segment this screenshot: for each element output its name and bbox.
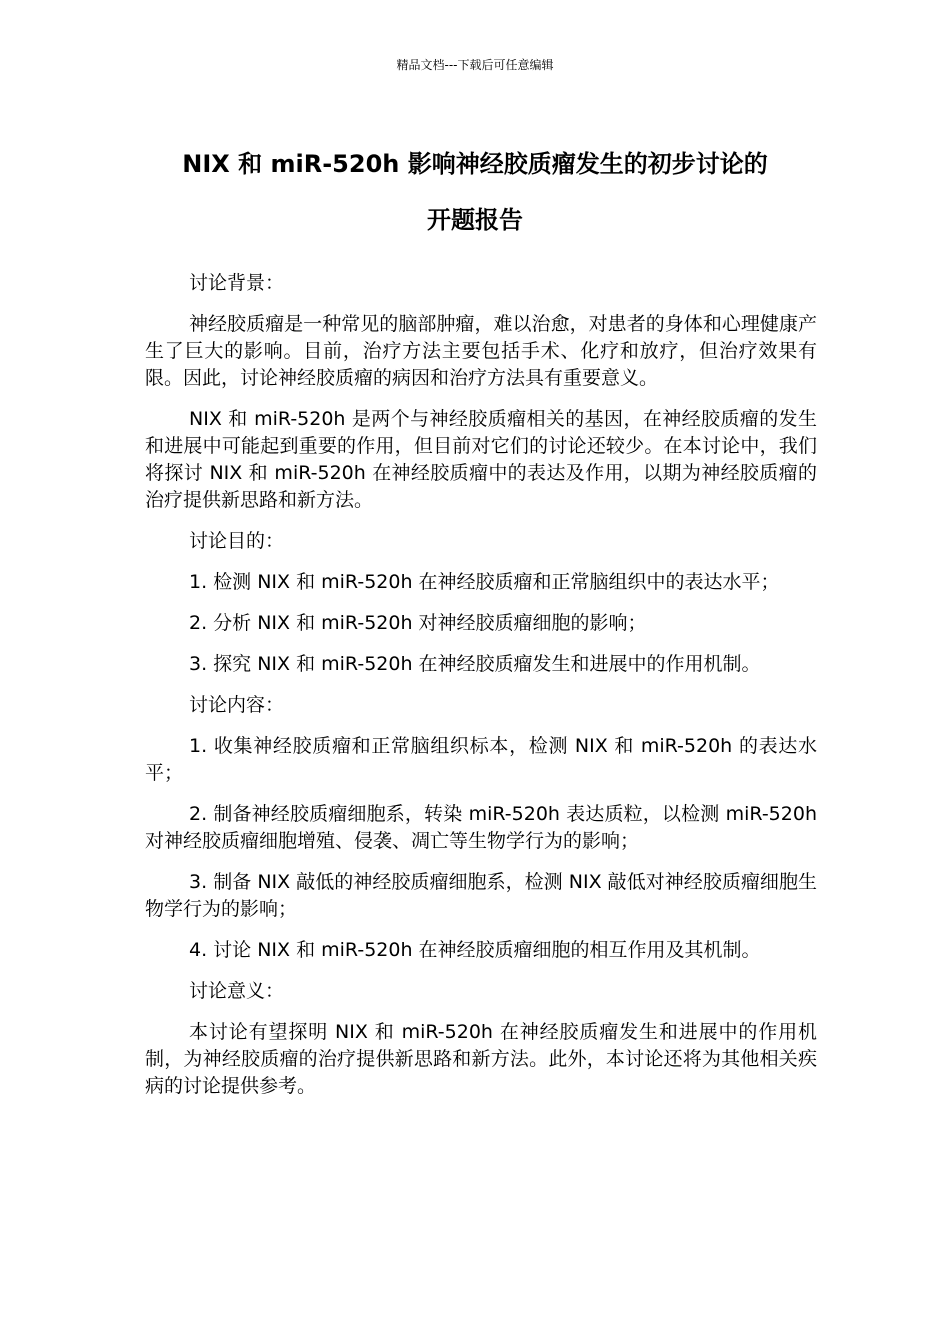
content-item-3: 3. 制备 NIX 敲低的神经胶质瘤细胞系，检测 NIX 敲低对神经胶质瘤细胞生物学行为的影响； — [145, 871, 817, 920]
title-line-1: NIX 和 miR-520h 影响神经胶质瘤发生的初步讨论的 — [182, 150, 768, 178]
paragraph-genes: NIX 和 miR-520h 是两个与神经胶质瘤相关的基因，在神经胶质瘤的发生和进展中可能起到重要的作用，但目前对它们的讨论还较少。在本讨论中，我们将探讨 NIX 和 miR-520h 在神经胶质瘤中的表达及作用，以期为神经胶质瘤的治疗提供新思路和新方法。 — [145, 408, 817, 511]
title-line-2: 开题报告 — [427, 206, 523, 234]
header-note: 精品文档---下载后可任意编辑 — [396, 58, 554, 72]
paragraph-background: 神经胶质瘤是一种常见的脑部肿瘤，难以治愈，对患者的身体和心理健康产生了巨大的影响。目前，治疗方法主要包括手术、化疗和放疗，但治疗效果有限。因此，讨论神经胶质瘤的病因和治疗方法具有重要意义。 — [145, 313, 817, 389]
content-item-4: 4. 讨论 NIX 和 miR-520h 在神经胶质瘤细胞的相互作用及其机制。 — [189, 939, 761, 961]
section-heading-background: 讨论背景： — [189, 272, 285, 294]
content-item-1: 1. 收集神经胶质瘤和正常脑组织标本，检测 NIX 和 miR-520h 的表达水平； — [145, 735, 817, 784]
content-item-2: 2. 制备神经胶质瘤细胞系，转染 miR-520h 表达质粒，以检测 miR-520h 对神经胶质瘤细胞增殖、侵袭、凋亡等生物学行为的影响； — [145, 803, 817, 852]
paragraph-significance: 本讨论有望探明 NIX 和 miR-520h 在神经胶质瘤发生和进展中的作用机制，为神经胶质瘤的治疗提供新思路和新方法。此外，本讨论还将为其他相关疾病的讨论提供参考。 — [145, 1021, 817, 1097]
section-heading-content: 讨论内容： — [189, 694, 285, 716]
objective-item-3: 3. 探究 NIX 和 miR-520h 在神经胶质瘤发生和进展中的作用机制。 — [189, 653, 761, 675]
objective-item-2: 2. 分析 NIX 和 miR-520h 对神经胶质瘤细胞的影响； — [189, 612, 647, 634]
section-heading-objectives: 讨论目的： — [189, 530, 285, 552]
document-body — [145, 270, 817, 1114]
objective-item-1: 1. 检测 NIX 和 miR-520h 在神经胶质瘤和正常脑组织中的表达水平； — [189, 571, 780, 593]
section-heading-significance: 讨论意义： — [189, 980, 285, 1002]
document-title — [120, 136, 830, 248]
